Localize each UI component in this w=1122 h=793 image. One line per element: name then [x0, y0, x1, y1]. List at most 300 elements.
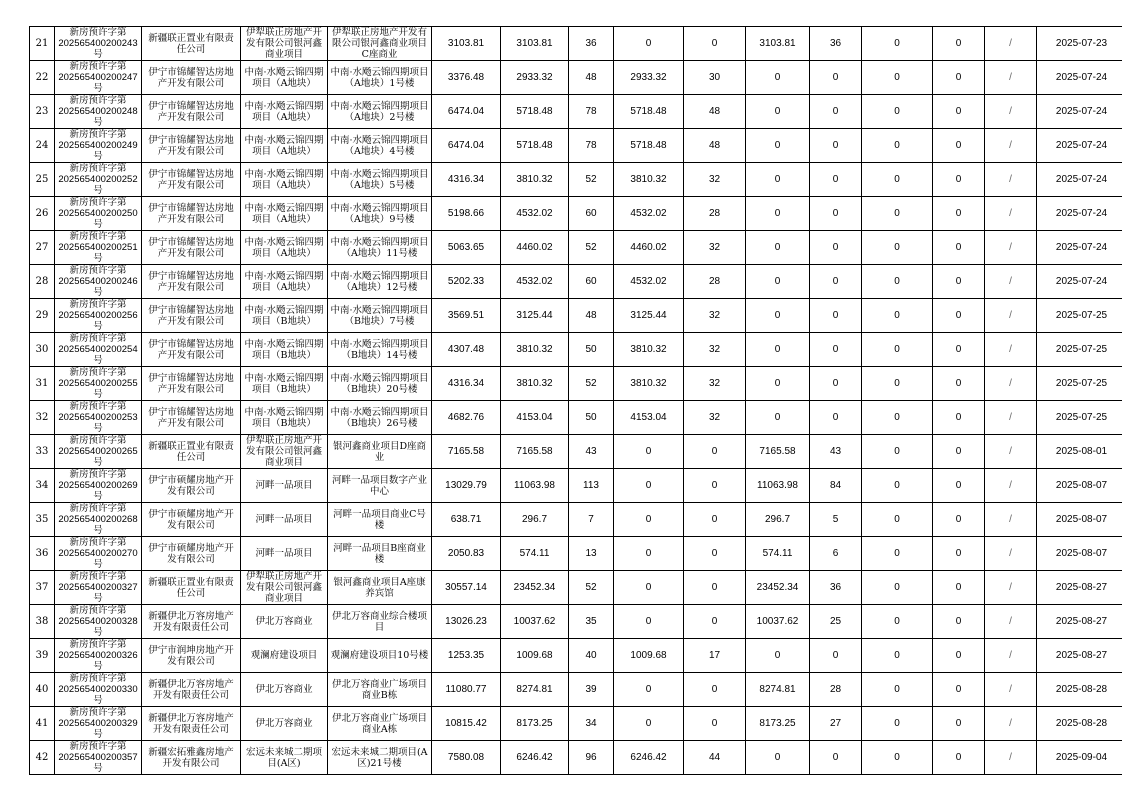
row-index: 33 [30, 435, 55, 469]
other-units: 0 [933, 503, 985, 537]
commercial-units: 0 [810, 61, 862, 95]
project-name: 中南·水飏云锦四期项目（B地块） [241, 333, 328, 367]
residential-units: 0 [684, 605, 746, 639]
presale-area: 23452.34 [501, 571, 569, 605]
other-units: 0 [933, 61, 985, 95]
other-units: 0 [933, 401, 985, 435]
issue-date: 2025-08-27 [1037, 571, 1122, 605]
issue-date: 2025-07-23 [1037, 27, 1122, 61]
presale-area: 11063.98 [501, 469, 569, 503]
building-name: 观澜府建设项目10号楼 [328, 639, 432, 673]
permit-line: 号 [93, 763, 103, 774]
row-index: 26 [30, 197, 55, 231]
row-index: 37 [30, 571, 55, 605]
other-units: 0 [933, 571, 985, 605]
permit-line: 新房预许字第 [69, 333, 127, 344]
other-units: 0 [933, 741, 985, 775]
building-name: 中南·水飏云锦四期项目（B地块）14号楼 [328, 333, 432, 367]
total-area: 5202.33 [432, 265, 501, 299]
table-row [30, 707, 1122, 741]
issue-date: 2025-07-24 [1037, 163, 1122, 197]
presale-units: 39 [569, 673, 614, 707]
remark: / [985, 299, 1037, 333]
issue-date: 2025-08-27 [1037, 605, 1122, 639]
total-area: 2050.83 [432, 537, 501, 571]
permit-line: 新房预许字第 [69, 469, 127, 480]
remark: / [985, 367, 1037, 401]
row-index: 27 [30, 231, 55, 265]
project-name: 伊北万容商业 [241, 605, 328, 639]
permit-line: 新房预许字第 [69, 503, 127, 514]
developer-name: 新疆宏拓雅鑫房地产开发有限公司 [142, 741, 241, 775]
residential-units: 0 [684, 469, 746, 503]
remark: / [985, 95, 1037, 129]
commercial-area: 8173.25 [746, 707, 810, 741]
other-units: 0 [933, 197, 985, 231]
permit-number [55, 197, 142, 231]
presale-units: 13 [569, 537, 614, 571]
presale-area: 4460.02 [501, 231, 569, 265]
total-area: 1253.35 [432, 639, 501, 673]
row-index: 40 [30, 673, 55, 707]
remark: / [985, 333, 1037, 367]
developer-name: 伊宁市锦耀智达房地产开发有限公司 [142, 231, 241, 265]
total-area: 3376.48 [432, 61, 501, 95]
commercial-units: 0 [810, 639, 862, 673]
table-row [30, 401, 1122, 435]
total-area: 4682.76 [432, 401, 501, 435]
commercial-units: 0 [810, 299, 862, 333]
project-name: 伊犁联正房地产开发有限公司银河鑫商业项目 [241, 571, 328, 605]
other-area: 0 [862, 571, 933, 605]
commercial-units: 5 [810, 503, 862, 537]
other-units: 0 [933, 435, 985, 469]
building-name: 河畔一品项目商业C号楼 [328, 503, 432, 537]
remark: / [985, 741, 1037, 775]
permit-line: 202565400200268 [58, 514, 138, 525]
building-name: 中南·水飏云锦四期项目（B地块）26号楼 [328, 401, 432, 435]
permit-line: 新房预许字第 [69, 673, 127, 684]
presale-units: 60 [569, 197, 614, 231]
total-area: 4307.48 [432, 333, 501, 367]
table-row [30, 469, 1122, 503]
permit-number [55, 231, 142, 265]
presale-units: 52 [569, 367, 614, 401]
project-name: 中南·水飏云锦四期项目（A地块） [241, 163, 328, 197]
permit-number [55, 27, 142, 61]
remark: / [985, 61, 1037, 95]
presale-area: 3103.81 [501, 27, 569, 61]
building-name: 河畔一品项目数字产业中心 [328, 469, 432, 503]
developer-name: 新疆联正置业有限责任公司 [142, 571, 241, 605]
permit-line: 202565400200326 [58, 650, 138, 661]
issue-date: 2025-08-27 [1037, 639, 1122, 673]
other-units: 0 [933, 163, 985, 197]
issue-date: 2025-07-25 [1037, 367, 1122, 401]
developer-name: 伊宁市锦耀智达房地产开发有限公司 [142, 95, 241, 129]
residential-area: 0 [614, 435, 684, 469]
remark: / [985, 435, 1037, 469]
permit-line: 号 [93, 321, 103, 332]
commercial-area: 296.7 [746, 503, 810, 537]
commercial-units: 36 [810, 571, 862, 605]
presale-units: 52 [569, 571, 614, 605]
row-index: 22 [30, 61, 55, 95]
table-body [30, 27, 1122, 775]
presale-units: 60 [569, 265, 614, 299]
residential-units: 30 [684, 61, 746, 95]
permit-line: 202565400200252 [58, 174, 138, 185]
commercial-area: 574.11 [746, 537, 810, 571]
commercial-units: 0 [810, 367, 862, 401]
developer-name: 新疆伊北万容房地产开发有限责任公司 [142, 707, 241, 741]
issue-date: 2025-07-25 [1037, 299, 1122, 333]
remark: / [985, 265, 1037, 299]
project-name: 河畔一品项目 [241, 503, 328, 537]
permit-number [55, 95, 142, 129]
building-name: 中南·水飏云锦四期项目（B地块）20号楼 [328, 367, 432, 401]
table-row [30, 163, 1122, 197]
row-index: 39 [30, 639, 55, 673]
table-row [30, 367, 1122, 401]
commercial-area: 0 [746, 299, 810, 333]
residential-units: 32 [684, 401, 746, 435]
building-name: 宏远未来城二期项目(A区)21号楼 [328, 741, 432, 775]
remark: / [985, 163, 1037, 197]
residential-area: 4460.02 [614, 231, 684, 265]
presale-units: 48 [569, 299, 614, 333]
other-area: 0 [862, 741, 933, 775]
residential-area: 5718.48 [614, 95, 684, 129]
permit-number [55, 163, 142, 197]
building-name: 伊犁联正房地产开发有限公司银河鑫商业项目C座商业 [328, 27, 432, 61]
permit-number [55, 435, 142, 469]
commercial-area: 0 [746, 129, 810, 163]
permit-number [55, 571, 142, 605]
row-index: 30 [30, 333, 55, 367]
permit-number [55, 503, 142, 537]
permit-line: 新房预许字第 [69, 231, 127, 242]
other-area: 0 [862, 401, 933, 435]
permit-line: 号 [93, 287, 103, 298]
project-name: 伊北万容商业 [241, 673, 328, 707]
commercial-area: 0 [746, 367, 810, 401]
permit-line: 202565400200256 [58, 310, 138, 321]
commercial-area: 3103.81 [746, 27, 810, 61]
commercial-area: 0 [746, 265, 810, 299]
permit-line: 号 [93, 355, 103, 366]
presale-area: 8274.81 [501, 673, 569, 707]
table-row [30, 503, 1122, 537]
other-area: 0 [862, 299, 933, 333]
presale-area: 5718.48 [501, 95, 569, 129]
permit-number [55, 605, 142, 639]
permit-line: 号 [93, 185, 103, 196]
row-index: 21 [30, 27, 55, 61]
other-units: 0 [933, 605, 985, 639]
issue-date: 2025-07-25 [1037, 401, 1122, 435]
permit-line: 新房预许字第 [69, 571, 127, 582]
row-index: 41 [30, 707, 55, 741]
residential-units: 0 [684, 537, 746, 571]
residential-units: 0 [684, 571, 746, 605]
permit-line: 202565400200251 [58, 242, 138, 253]
presale-units: 52 [569, 231, 614, 265]
residential-area: 0 [614, 571, 684, 605]
remark: / [985, 571, 1037, 605]
other-units: 0 [933, 707, 985, 741]
presale-units: 7 [569, 503, 614, 537]
permit-line: 202565400200246 [58, 276, 138, 287]
presale-area: 3810.32 [501, 163, 569, 197]
permit-line: 202565400200270 [58, 548, 138, 559]
building-name: 银河鑫商业项目A座康养宾馆 [328, 571, 432, 605]
remark: / [985, 231, 1037, 265]
other-area: 0 [862, 605, 933, 639]
remark: / [985, 129, 1037, 163]
permit-line: 号 [93, 219, 103, 230]
other-units: 0 [933, 469, 985, 503]
table-row [30, 231, 1122, 265]
remark: / [985, 401, 1037, 435]
permit-line: 号 [93, 423, 103, 434]
remark: / [985, 605, 1037, 639]
table-row [30, 61, 1122, 95]
residential-area: 1009.68 [614, 639, 684, 673]
commercial-area: 7165.58 [746, 435, 810, 469]
permit-line: 202565400200253 [58, 412, 138, 423]
other-area: 0 [862, 265, 933, 299]
row-index: 23 [30, 95, 55, 129]
commercial-units: 0 [810, 95, 862, 129]
remark: / [985, 673, 1037, 707]
permit-line: 新房预许字第 [69, 741, 127, 752]
other-units: 0 [933, 367, 985, 401]
row-index: 38 [30, 605, 55, 639]
building-name: 中南·水飏云锦四期项目（A地块）1号楼 [328, 61, 432, 95]
issue-date: 2025-08-28 [1037, 707, 1122, 741]
residential-units: 48 [684, 129, 746, 163]
permit-line: 号 [93, 83, 103, 94]
remark: / [985, 707, 1037, 741]
project-name: 中南·水飏云锦四期项目（A地块） [241, 231, 328, 265]
presale-units: 78 [569, 95, 614, 129]
commercial-area: 8274.81 [746, 673, 810, 707]
permit-line: 新房预许字第 [69, 197, 127, 208]
developer-name: 伊宁市锦耀智达房地产开发有限公司 [142, 61, 241, 95]
presale-area: 5718.48 [501, 129, 569, 163]
residential-area: 3125.44 [614, 299, 684, 333]
developer-name: 伊宁市锦耀智达房地产开发有限公司 [142, 299, 241, 333]
table-row [30, 299, 1122, 333]
permit-line: 号 [93, 389, 103, 400]
issue-date: 2025-07-24 [1037, 61, 1122, 95]
project-name: 伊犁联正房地产开发有限公司银河鑫商业项目 [241, 27, 328, 61]
presale-units: 52 [569, 163, 614, 197]
developer-name: 伊宁市锦耀智达房地产开发有限公司 [142, 367, 241, 401]
row-index: 29 [30, 299, 55, 333]
commercial-area: 0 [746, 197, 810, 231]
total-area: 10815.42 [432, 707, 501, 741]
developer-name: 伊宁市锦耀智达房地产开发有限公司 [142, 163, 241, 197]
residential-units: 32 [684, 333, 746, 367]
project-name: 伊北万容商业 [241, 707, 328, 741]
total-area: 13029.79 [432, 469, 501, 503]
permit-number [55, 707, 142, 741]
permit-number [55, 367, 142, 401]
developer-name: 伊宁市锦耀智达房地产开发有限公司 [142, 265, 241, 299]
other-area: 0 [862, 435, 933, 469]
developer-name: 新疆联正置业有限责任公司 [142, 435, 241, 469]
issue-date: 2025-07-24 [1037, 265, 1122, 299]
residential-units: 32 [684, 299, 746, 333]
permit-line: 号 [93, 729, 103, 740]
project-name: 中南·水飏云锦四期项目（A地块） [241, 197, 328, 231]
issue-date: 2025-07-24 [1037, 95, 1122, 129]
presale-area: 8173.25 [501, 707, 569, 741]
total-area: 7165.58 [432, 435, 501, 469]
table-row [30, 333, 1122, 367]
residential-units: 0 [684, 435, 746, 469]
presale-area: 10037.62 [501, 605, 569, 639]
presale-area: 296.7 [501, 503, 569, 537]
presale-units: 35 [569, 605, 614, 639]
total-area: 3569.51 [432, 299, 501, 333]
other-units: 0 [933, 129, 985, 163]
other-area: 0 [862, 27, 933, 61]
permit-line: 新房预许字第 [69, 265, 127, 276]
table-row [30, 197, 1122, 231]
permit-line: 202565400200248 [58, 106, 138, 117]
permit-line: 号 [93, 457, 103, 468]
permit-line: 号 [93, 253, 103, 264]
permit-line: 202565400200250 [58, 208, 138, 219]
table-row [30, 639, 1122, 673]
table-row [30, 605, 1122, 639]
permit-line: 新房预许字第 [69, 95, 127, 106]
developer-name: 伊宁市硕耀房地产开发有限公司 [142, 537, 241, 571]
permit-line: 新房预许字第 [69, 435, 127, 446]
total-area: 7580.08 [432, 741, 501, 775]
residential-area: 2933.32 [614, 61, 684, 95]
other-area: 0 [862, 537, 933, 571]
project-name: 宏远未来城二期项目(A区) [241, 741, 328, 775]
permit-line: 202565400200357 [58, 752, 138, 763]
presale-units: 50 [569, 401, 614, 435]
permit-line: 新房预许字第 [69, 537, 127, 548]
total-area: 6474.04 [432, 95, 501, 129]
permit-line: 新房预许字第 [69, 27, 127, 38]
residential-area: 3810.32 [614, 333, 684, 367]
presale-units: 40 [569, 639, 614, 673]
row-index: 28 [30, 265, 55, 299]
row-index: 36 [30, 537, 55, 571]
permit-line: 202565400200265 [58, 446, 138, 457]
building-name: 伊北万容商业广场项目商业A栋 [328, 707, 432, 741]
other-units: 0 [933, 673, 985, 707]
commercial-area: 0 [746, 741, 810, 775]
remark: / [985, 639, 1037, 673]
permit-number [55, 469, 142, 503]
permit-line: 号 [93, 627, 103, 638]
developer-name: 伊宁市锦耀智达房地产开发有限公司 [142, 197, 241, 231]
presale-units: 78 [569, 129, 614, 163]
permit-number [55, 537, 142, 571]
presale-units: 34 [569, 707, 614, 741]
project-name: 伊犁联正房地产开发有限公司银河鑫商业项目 [241, 435, 328, 469]
presale-area: 3810.32 [501, 333, 569, 367]
commercial-area: 11063.98 [746, 469, 810, 503]
total-area: 638.71 [432, 503, 501, 537]
developer-name: 伊宁市锦耀智达房地产开发有限公司 [142, 401, 241, 435]
residential-area: 5718.48 [614, 129, 684, 163]
commercial-units: 36 [810, 27, 862, 61]
other-units: 0 [933, 231, 985, 265]
residential-units: 0 [684, 503, 746, 537]
presale-units: 48 [569, 61, 614, 95]
permit-line: 号 [93, 661, 103, 672]
commercial-units: 43 [810, 435, 862, 469]
presale-area: 3810.32 [501, 367, 569, 401]
row-index: 35 [30, 503, 55, 537]
permit-line: 202565400200243 [58, 38, 138, 49]
row-index: 32 [30, 401, 55, 435]
presale-permit-table [29, 26, 1122, 775]
permit-line: 202565400200330 [58, 684, 138, 695]
residential-units: 28 [684, 197, 746, 231]
issue-date: 2025-08-07 [1037, 503, 1122, 537]
commercial-area: 0 [746, 163, 810, 197]
residential-area: 0 [614, 27, 684, 61]
permit-line: 号 [93, 559, 103, 570]
commercial-area: 0 [746, 333, 810, 367]
permit-line: 新房预许字第 [69, 367, 127, 378]
building-name: 中南·水飏云锦四期项目（A地块）4号楼 [328, 129, 432, 163]
total-area: 4316.34 [432, 367, 501, 401]
commercial-area: 0 [746, 231, 810, 265]
presale-area: 3125.44 [501, 299, 569, 333]
remark: / [985, 27, 1037, 61]
other-area: 0 [862, 95, 933, 129]
permit-line: 202565400200247 [58, 72, 138, 83]
permit-number [55, 673, 142, 707]
building-name: 伊北万容商业广场项目商业B栋 [328, 673, 432, 707]
residential-area: 0 [614, 673, 684, 707]
permit-line: 新房预许字第 [69, 605, 127, 616]
other-area: 0 [862, 61, 933, 95]
presale-area: 4153.04 [501, 401, 569, 435]
remark: / [985, 469, 1037, 503]
issue-date: 2025-08-28 [1037, 673, 1122, 707]
permit-line: 号 [93, 593, 103, 604]
permit-line: 号 [93, 117, 103, 128]
commercial-units: 28 [810, 673, 862, 707]
commercial-units: 0 [810, 265, 862, 299]
permit-number [55, 333, 142, 367]
table-row [30, 265, 1122, 299]
building-name: 河畔一品项目B座商业楼 [328, 537, 432, 571]
other-area: 0 [862, 639, 933, 673]
table-row [30, 571, 1122, 605]
developer-name: 新疆伊北万容房地产开发有限责任公司 [142, 605, 241, 639]
issue-date: 2025-07-24 [1037, 129, 1122, 163]
commercial-units: 27 [810, 707, 862, 741]
presale-area: 574.11 [501, 537, 569, 571]
total-area: 3103.81 [432, 27, 501, 61]
commercial-units: 0 [810, 129, 862, 163]
building-name: 中南·水飏云锦四期项目（A地块）2号楼 [328, 95, 432, 129]
presale-units: 96 [569, 741, 614, 775]
